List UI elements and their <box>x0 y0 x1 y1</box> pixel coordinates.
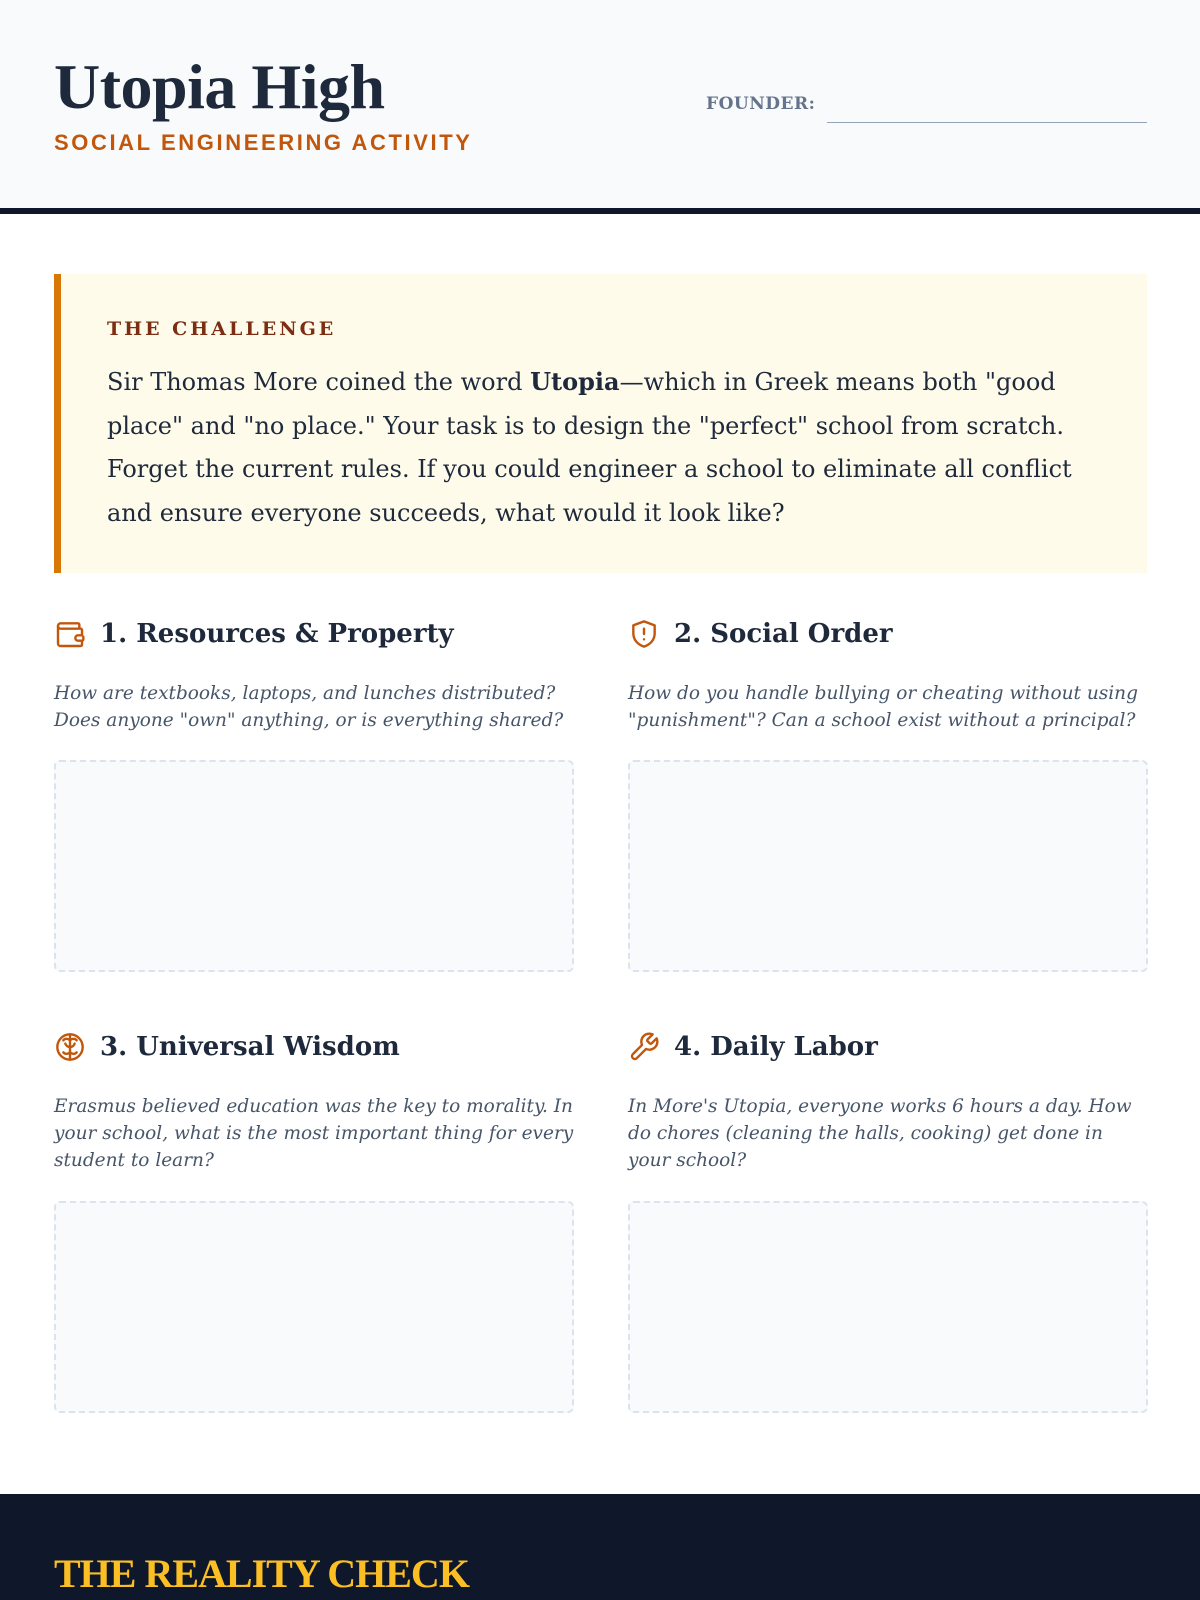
shield-alert-icon <box>628 618 660 650</box>
section-prompt: Erasmus believed education was the key to morality. In your school, what is the most important thing for every student to learn? <box>54 1096 574 1171</box>
answer-box-resources[interactable] <box>54 760 574 972</box>
section-title: 1. Resources & Property <box>100 619 454 649</box>
answer-box-universal-wisdom[interactable] <box>54 1201 574 1413</box>
founder-name-line[interactable] <box>827 122 1147 123</box>
answer-box-daily-labor[interactable] <box>628 1201 1148 1413</box>
page-title: Utopia High <box>54 51 385 122</box>
section-title: 4. Daily Labor <box>674 1032 878 1062</box>
challenge-label: THE CHALLENGE <box>107 318 337 340</box>
section-heading <box>628 618 893 650</box>
worksheet-header <box>0 0 1200 214</box>
founder-label: FOUNDER: <box>706 94 816 114</box>
wallet-icon <box>54 618 86 650</box>
section-heading <box>628 1031 878 1063</box>
section-prompt: How do you handle bullying or cheating without using "punishment"? Can a school exist without a principal? <box>628 683 1138 731</box>
challenge-text-body: —which in Greek means both "good place" and "no place." Your task is to design the "perfect" school from scratch. Forget the current rules. If you could engineer a school to eliminate all conflict and ensure everyone succeeds, what would it look like? <box>107 368 1072 527</box>
challenge-box <box>54 274 1147 573</box>
section-prompt: In More's Utopia, everyone works 6 hours a day. How do chores (cleaning the halls, cooking) get done in your school? <box>628 1096 1132 1171</box>
section-heading <box>54 618 454 650</box>
challenge-text-keyword: Utopia <box>530 367 620 396</box>
page-subtitle: SOCIAL ENGINEERING ACTIVITY <box>54 130 473 155</box>
challenge-text <box>107 360 1117 535</box>
section-title: 2. Social Order <box>674 619 893 649</box>
challenge-text-intro: Sir Thomas More coined the word <box>107 368 531 396</box>
reality-check-footer <box>0 1494 1200 1600</box>
section-prompt: How are textbooks, laptops, and lunches distributed? Does anyone "own" anything, or is everything shared? <box>54 683 564 731</box>
answer-box-social-order[interactable] <box>628 760 1148 972</box>
section-heading <box>54 1031 400 1063</box>
footer-title: THE REALITY CHECK <box>54 1551 469 1596</box>
section-title: 3. Universal Wisdom <box>100 1032 400 1062</box>
brain-icon <box>54 1031 86 1063</box>
wrench-icon <box>628 1031 660 1063</box>
